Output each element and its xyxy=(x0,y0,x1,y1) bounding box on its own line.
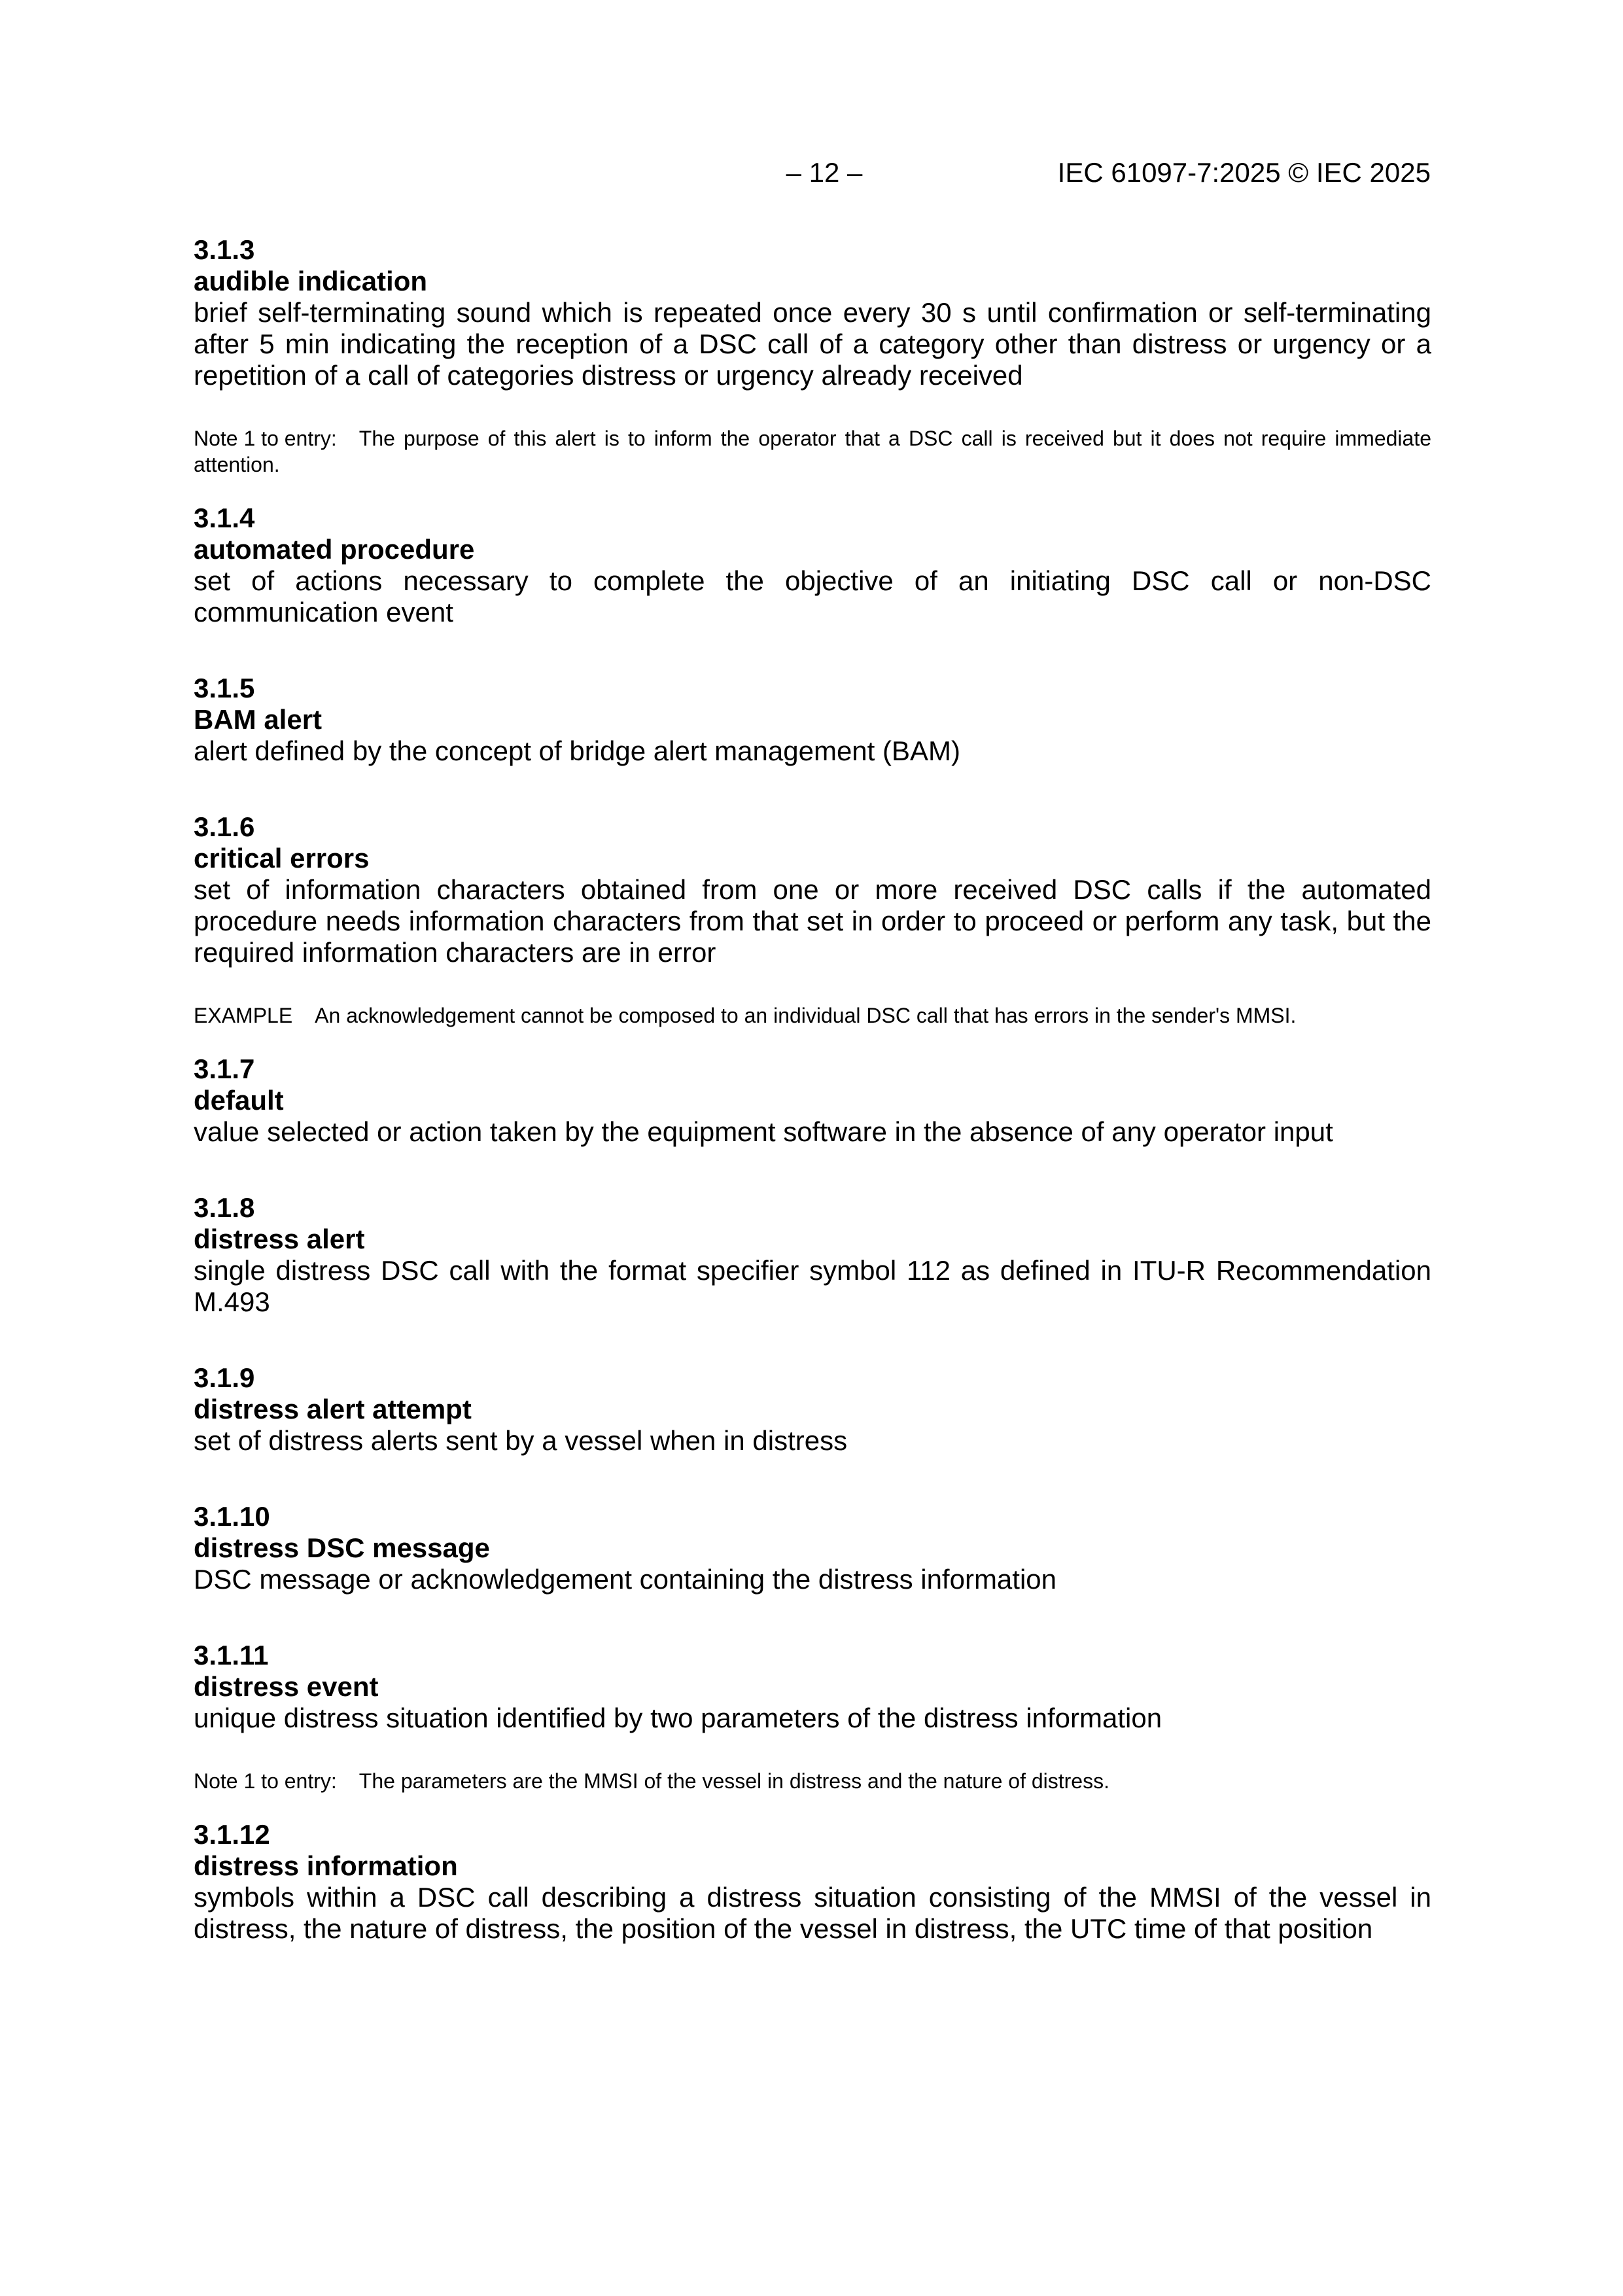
term-title: automated procedure xyxy=(194,534,475,565)
page-number: – 12 – xyxy=(786,157,863,188)
definition-entry xyxy=(194,811,1431,1053)
term-title: default xyxy=(194,1085,284,1116)
definition-entry xyxy=(194,503,1431,673)
term-definition: brief self-terminating sound which is repeated once every 30 s until confirmation or self-terminating after 5 min indicating the reception of a DSC call of a category other than distress or urgency or a repetition of a call of categories distress or urgency already received xyxy=(194,297,1431,391)
document-reference: IEC 61097-7:2025 © IEC 2025 xyxy=(1057,157,1431,188)
example-label: EXAMPLE xyxy=(194,1004,293,1027)
term-title: distress DSC message xyxy=(194,1532,490,1563)
term-number: 3.1.10 xyxy=(194,1501,270,1532)
term-definition: symbols within a DSC call describing a distress situation consisting of the MMSI of the vessel in distress, the nature of distress, the position of the vessel in distress, the UTC time of that position xyxy=(194,1882,1431,1944)
term-definition: DSC message or acknowledgement containing the distress information xyxy=(194,1564,1057,1595)
term-number: 3.1.8 xyxy=(194,1192,255,1223)
term-title: critical errors xyxy=(194,843,370,874)
definition-entry xyxy=(194,234,1431,503)
term-title: audible indication xyxy=(194,266,428,296)
term-definition: set of distress alerts sent by a vessel when in distress xyxy=(194,1425,848,1456)
term-definition: value selected or action taken by the equipment software in the absence of any operator input xyxy=(194,1116,1333,1147)
definition-entry xyxy=(194,1640,1431,1819)
definition-entry xyxy=(194,1053,1431,1192)
term-number: 3.1.11 xyxy=(194,1640,269,1670)
term-number: 3.1.6 xyxy=(194,811,255,842)
term-number: 3.1.4 xyxy=(194,503,255,533)
definition-entry xyxy=(194,1501,1431,1640)
term-title: BAM alert xyxy=(194,704,323,735)
example-note xyxy=(194,1002,1431,1029)
term-number: 3.1.9 xyxy=(194,1362,255,1393)
term-number: 3.1.12 xyxy=(194,1819,270,1850)
term-definition: alert defined by the concept of bridge alert management (BAM) xyxy=(194,735,960,766)
term-title: distress event xyxy=(194,1671,379,1702)
term-definition: set of information characters obtained from one or more received DSC calls if the automated procedure needs information characters from that set in order to proceed or perform any task, but the required information characters are in error xyxy=(194,874,1431,968)
definition-entry xyxy=(194,1819,1431,1945)
term-definition: set of actions necessary to complete the objective of an initiating DSC call or non-DSC communication event xyxy=(194,565,1431,627)
term-number: 3.1.3 xyxy=(194,234,255,265)
term-definition: single distress DSC call with the format specifier symbol 112 as defined in ITU-R Recommendation M.493 xyxy=(194,1255,1431,1317)
example-text: An acknowledgement cannot be composed to an individual DSC call that has errors in the sender's MMSI. xyxy=(315,1004,1297,1027)
term-title: distress alert attempt xyxy=(194,1394,472,1424)
term-title: distress information xyxy=(194,1850,458,1881)
term-number: 3.1.5 xyxy=(194,673,255,703)
definition-entry xyxy=(194,673,1431,811)
definitions-list xyxy=(194,234,1431,1945)
term-definition: unique distress situation identified by two parameters of the distress information xyxy=(194,1703,1162,1733)
definition-entry xyxy=(194,1362,1431,1501)
note-text: The purpose of this alert is to inform the operator that a DSC call is received but it does not require immediate attention. xyxy=(194,427,1431,476)
note-label: Note 1 to entry: xyxy=(194,427,337,450)
note-label: Note 1 to entry: xyxy=(194,1769,337,1793)
definition-entry xyxy=(194,1192,1431,1362)
term-title: distress alert xyxy=(194,1224,365,1254)
term-number: 3.1.7 xyxy=(194,1053,255,1084)
note-to-entry xyxy=(194,425,1431,478)
note-to-entry xyxy=(194,1768,1431,1794)
note-text: The parameters are the MMSI of the vessel in distress and the nature of distress. xyxy=(358,1769,1109,1793)
